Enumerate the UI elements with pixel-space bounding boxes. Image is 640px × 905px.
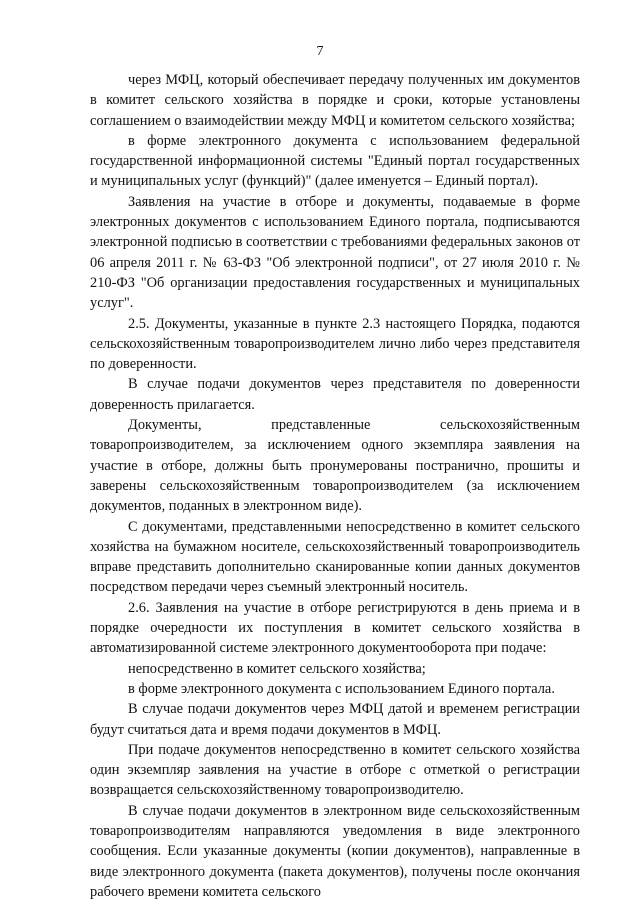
paragraph: 2.5. Документы, указанные в пункте 2.3 настоящего Порядка, подаются сельскохозяйственным товаропроизводителем лично либо через представителя по доверенности. — [90, 315, 580, 373]
paragraph: в форме электронного документа с использованием Единого портала. — [128, 680, 555, 697]
paragraph: через МФЦ, который обеспечивает передачу полученных им документов в комитет сельского хозяйства в порядке и сроки, которые установлены соглашением о взаимодействии между МФЦ и комитетом сельского хозяйства; — [90, 72, 580, 129]
paragraph: В случае подачи документов в электронном виде сельскохозяйственным товаропроизводителям направляются уведомления в виде электронного сообщения. Если указанные документы (копии документов), направленные в виде электронного документа (пакета документов), получены после окончания рабочего времени комитета сельского — [90, 802, 580, 900]
page-number: 7 — [316, 44, 324, 59]
paragraph: В случае подачи документов через представителя по доверенности доверенность прилагается. — [90, 376, 580, 413]
paragraph: в форме электронного документа с использованием федеральной государственной информационной системы "Единый портал государственных и муниципальных услуг (функций)" (далее именуется – Единый портал). — [90, 132, 580, 190]
paragraph: С документами, представленными непосредственно в комитет сельского хозяйства на бумажном носителе, сельскохозяйственный товаропроизводитель вправе представить дополнительно сканированные копии данных документов посредством передачи через съемный электронный носитель. — [90, 518, 580, 596]
paragraph: При подаче документов непосредственно в комитет сельского хозяйства один экземпляр заявления на участие в отборе с отметкой о регистрации возвращается сельскохозяйственному товаропроизводителю. — [90, 741, 580, 799]
paragraph: 2.6. Заявления на участие в отборе регистрируются в день приема и в порядке очередности их поступления в комитет сельского хозяйства в автоматизированной системе электронного документооборота при подаче: — [90, 599, 580, 657]
paragraph: Документы, представленные сельскохозяйственным товаропроизводителем, за исключением одного экземпляра заявления на участие в отборе, должны быть пронумерованы постранично, прошиты и заверены сельскохозяйственным товаропроизводителем (за исключением документов, поданных в электронном виде). — [90, 417, 580, 515]
document-body — [90, 70, 580, 902]
paragraph: Заявления на участие в отборе и документы, подаваемые в форме электронных документов с использованием Единого портала, подписываются электронной подписью в соответствии с требованиями федеральных законов от 06 апреля 2011 г. № 63-ФЗ "Об электронной подписи", от 27 июля 2010 г. № 210-ФЗ "Об организации предоставления государственных и муниципальных услуг". — [90, 193, 580, 312]
paragraph: В случае подачи документов через МФЦ датой и временем регистрации будут считаться дата и время подачи документов в МФЦ. — [90, 701, 580, 738]
paragraph: непосредственно в комитет сельского хозяйства; — [128, 660, 426, 677]
